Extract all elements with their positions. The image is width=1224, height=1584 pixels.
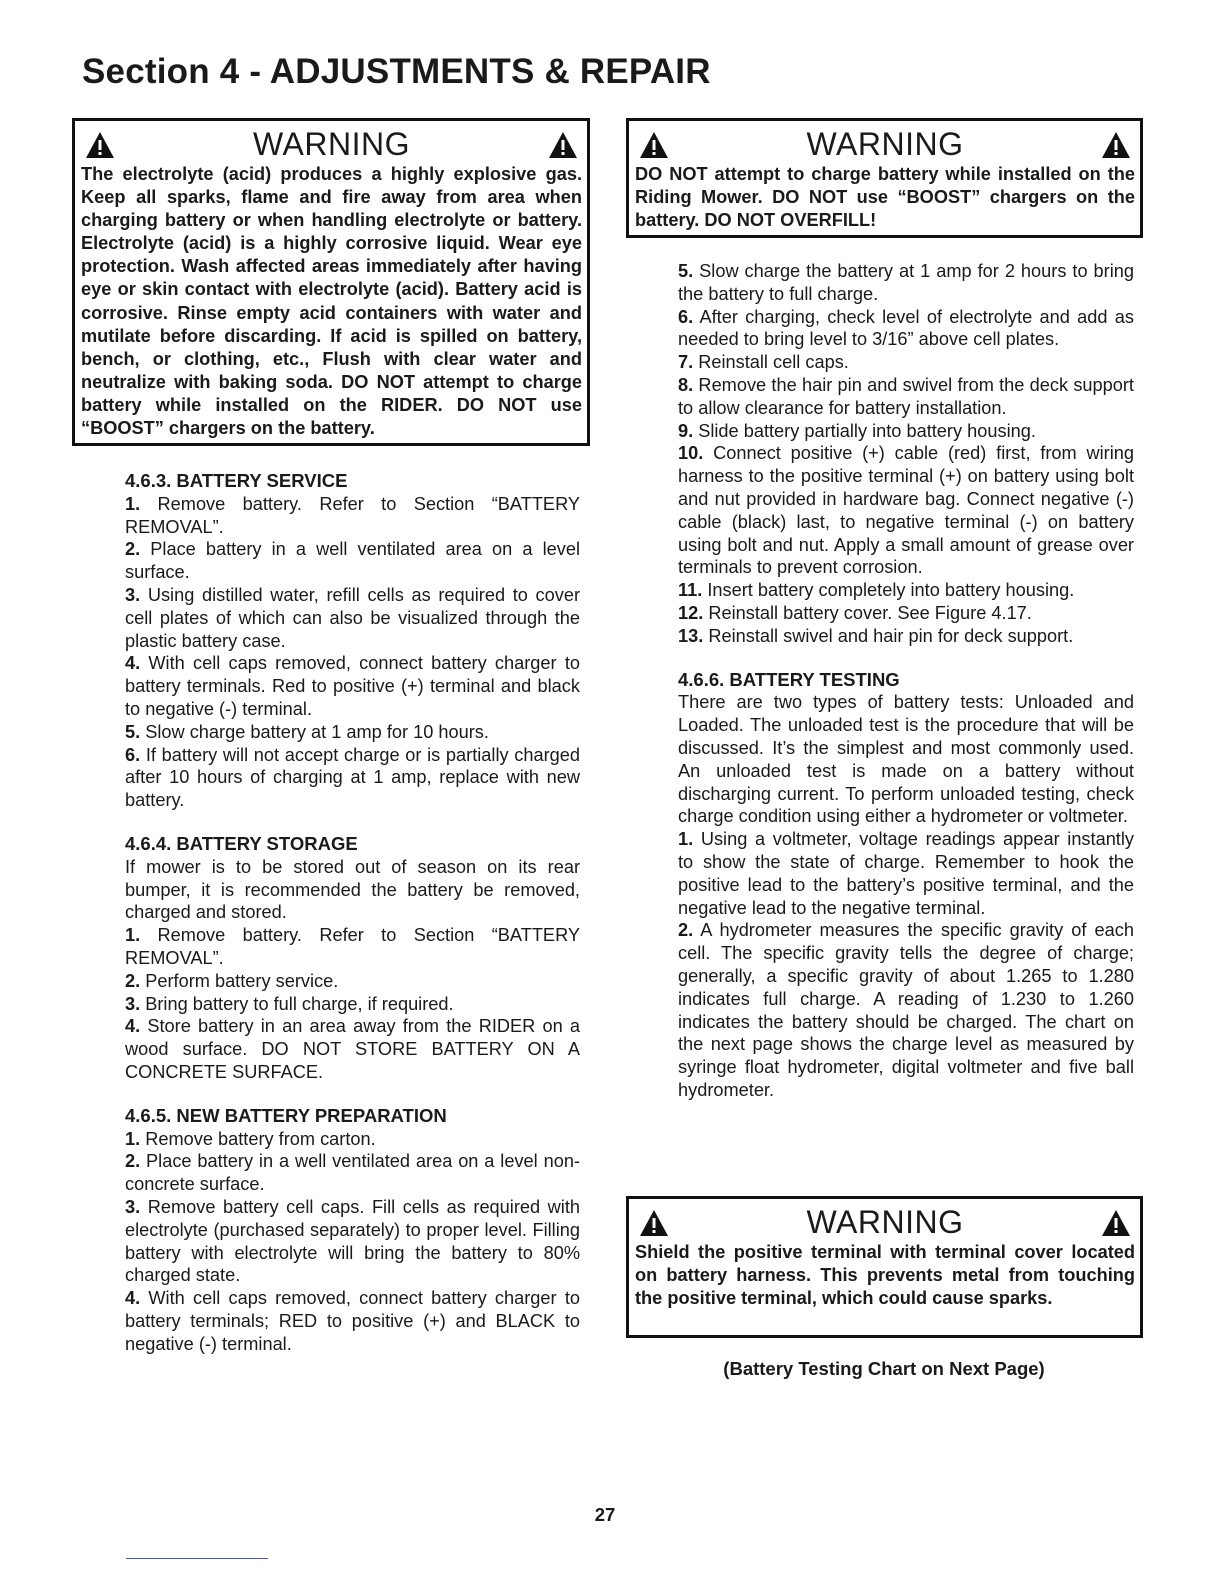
warning-triangle-icon: [639, 131, 669, 159]
list-item: 6. After charging, check level of electrolyte and add as needed to bring level to 3/16” above cell plates.: [678, 306, 1134, 350]
list-item: 2. Perform battery service.: [125, 970, 339, 991]
warning-title: WARNING: [253, 126, 410, 162]
warning-title: WARNING: [806, 126, 964, 162]
section-heading: 4.6.4. BATTERY STORAGE: [125, 832, 358, 854]
left-column: [125, 470, 580, 1376]
list-item: 2. Place battery in a well ventilated area on a level surface.: [125, 539, 580, 583]
warning-header: [81, 127, 582, 161]
list-item: 2. A hydrometer measures the specific gravity of each cell. The specific gravity tells the degree of charge; generally, a specific gravity of about 1.265 to 1.280 indicates full charge. A reading of 1.230 to 1.260 indicates the battery should be charged. The chart on the next page shows the charge level as measured by syringe float hydrometer, digital voltmeter and five ball hydrometer.: [678, 920, 1134, 1100]
page-title: Section 4 - ADJUSTMENTS & REPAIR: [82, 52, 711, 91]
warning-header: [635, 1205, 1135, 1239]
list-item: 3. Bring battery to full charge, if required.: [125, 993, 454, 1014]
section-heading: 4.6.3. BATTERY SERVICE: [125, 470, 348, 491]
continued-steps-section: [678, 260, 1134, 648]
list-item: 4. With cell caps removed, connect battery charger to battery terminals; RED to positive (+) and BLACK to negative (-) terminal.: [125, 1288, 580, 1354]
section-intro: If mower is to be stored out of season on its rear bumper, it is recommended the battery be removed, charged and stored.: [125, 856, 580, 923]
list-item: 8. Remove the hair pin and swivel from the deck support to allow clearance for battery installation.: [678, 374, 1134, 418]
list-item: 1. Using a voltmeter, voltage readings appear instantly to show the state of charge. Remember to hook the positive lead to the battery’s positive terminal, and the negative lead to the negative terminal.: [678, 829, 1134, 918]
list-item: 4. Store battery in an area away from the RIDER on a wood surface. DO NOT STORE BATTERY ON A CONCRETE SURFACE.: [125, 1016, 580, 1082]
list-item: 13. Reinstall swivel and hair pin for deck support.: [678, 625, 1074, 646]
page-number: 27: [594, 1504, 616, 1525]
list-item: 3. Using distilled water, refill cells as required to cover cell plates of which can also be visualized through the plastic battery case.: [125, 584, 580, 651]
chart-next-page-note: (Battery Testing Chart on Next Page): [723, 1358, 1045, 1379]
list-item: 12. Reinstall battery cover. See Figure 4.17.: [678, 602, 1032, 623]
warning-title: WARNING: [806, 1204, 964, 1240]
warning-text: DO NOT attempt to charge battery while installed on the Riding Mower. DO NOT use “BOOST” chargers on the battery. DO NOT OVERFILL!: [635, 164, 1135, 231]
warning-header: [635, 127, 1135, 161]
warning-triangle-icon: [1101, 131, 1131, 159]
section-heading: 4.6.6. BATTERY TESTING: [678, 668, 900, 690]
section-heading: 4.6.5. NEW BATTERY PREPARATION: [125, 1104, 447, 1126]
list-item: 10. Connect positive (+) cable (red) first, from wiring harness to the positive terminal (+) on battery using bolt and nut provided in hardware bag. Connect negative (-) cable (black) last, to negative terminal (-) on battery using bolt and nut. Apply a small amount of grease over terminals to prevent corrosion.: [678, 443, 1134, 578]
right-column: [678, 260, 1134, 1123]
warning-box-electrolyte: [72, 118, 590, 446]
battery-service-section: [125, 470, 580, 812]
section-intro: There are two types of battery tests: Unloaded and Loaded. The unloaded test is the procedure that will be discussed. It’s the simplest and most commonly used. An unloaded test is made on a battery without discharging current. To perform unloaded testing, check charge condition using either a hydrometer or voltmeter.: [678, 692, 1134, 827]
footer-rule: [126, 1558, 268, 1559]
list-item: 2. Place battery in a well ventilated area on a level non-concrete surface.: [125, 1151, 580, 1195]
battery-storage-section: [125, 833, 580, 1084]
battery-testing-section: [678, 669, 1134, 1102]
warning-box-charging: [626, 118, 1143, 238]
list-item: 1. Remove battery. Refer to Section “BATTERY REMOVAL”.: [125, 493, 580, 537]
warning-triangle-icon: [639, 1209, 669, 1237]
warning-triangle-icon: [85, 131, 115, 159]
list-item: 1. Remove battery. Refer to Section “BATTERY REMOVAL”.: [125, 925, 580, 968]
warning-text: The electrolyte (acid) produces a highly explosive gas. Keep all sparks, flame and fire away from area when charging battery or when handling electrolyte or battery. Electrolyte (acid) is a highly corrosive liquid. Wear eye protection. Wash affected areas immediately after having eye or skin contact with electrolyte (acid). Battery acid is corrosive. Rinse empty acid containers with water and mutilate before discarding. If acid is spilled on battery, bench, or clothing, etc., Flush with clear water and neutralize with baking soda. DO NOT attempt to charge battery while installed on the RIDER. DO NOT use “BOOST” chargers on the battery.: [81, 164, 582, 439]
warning-triangle-icon: [1101, 1209, 1131, 1237]
warning-triangle-icon: [548, 131, 578, 159]
list-item: 9. Slide battery partially into battery housing.: [678, 420, 1036, 441]
list-item: 5. Slow charge battery at 1 amp for 10 hours.: [125, 721, 489, 742]
list-item: 11. Insert battery completely into battery housing.: [678, 580, 1075, 601]
list-item: 4. With cell caps removed, connect battery charger to battery terminals. Red to positive (+) terminal and black to negative (-) terminal.: [125, 653, 580, 719]
list-item: 5. Slow charge the battery at 1 amp for 2 hours to bring the battery to full charge.: [678, 261, 1134, 304]
list-item: 3. Remove battery cell caps. Fill cells as required with electrolyte (purchased separately) to proper level. Filling battery with electrolyte will bring the battery to 80% charged state.: [125, 1196, 580, 1286]
warning-box-terminal: [626, 1196, 1143, 1338]
list-item: 7. Reinstall cell caps.: [678, 352, 849, 373]
new-battery-section: [125, 1105, 580, 1356]
list-item: 6. If battery will not accept charge or is partially charged after 10 hours of charging at 1 amp, replace with new battery.: [125, 744, 580, 811]
warning-text: Shield the positive terminal with terminal cover located on battery harness. This prevents metal from touching the positive terminal, which could cause sparks.: [635, 1242, 1135, 1309]
list-item: 1. Remove battery from carton.: [125, 1128, 376, 1149]
